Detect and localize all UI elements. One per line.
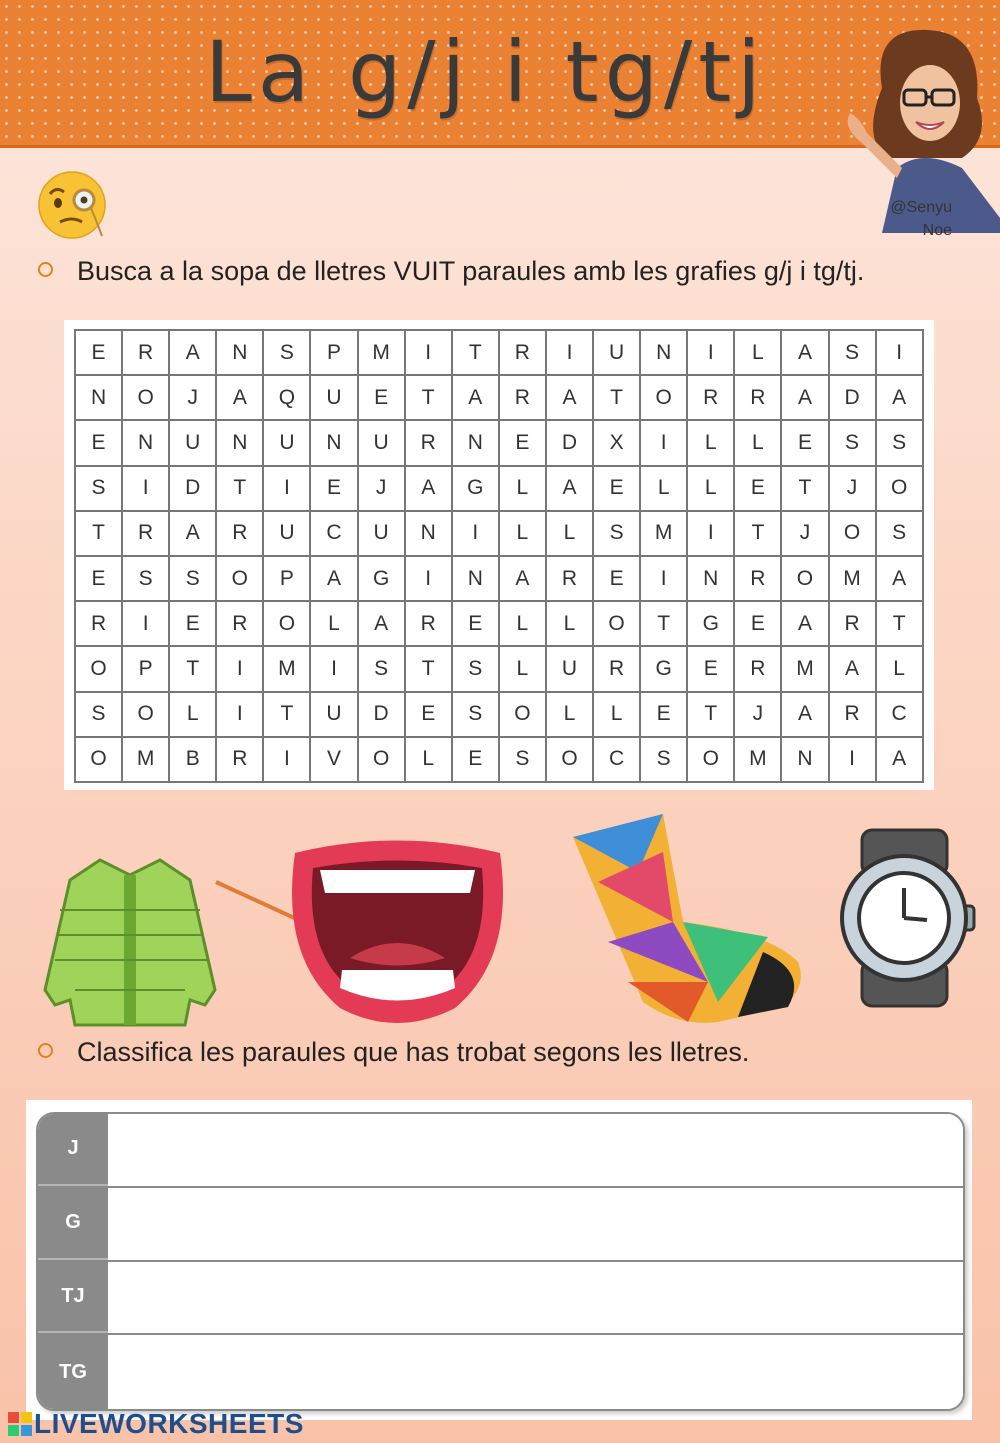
grid-cell[interactable]: L	[734, 420, 781, 465]
grid-cell[interactable]: G	[452, 466, 499, 511]
grid-cell[interactable]: L	[687, 466, 734, 511]
grid-cell[interactable]: I	[640, 556, 687, 601]
classification-row-j	[38, 1114, 963, 1188]
grid-cell[interactable]: R	[734, 646, 781, 691]
grid-cell[interactable]: J	[734, 692, 781, 737]
grid-cell[interactable]: A	[405, 466, 452, 511]
grid-cell[interactable]: M	[122, 737, 169, 782]
grid-cell[interactable]: S	[452, 646, 499, 691]
row-label-tg: TG	[38, 1335, 108, 1409]
search-instruction-text: Busca a la sopa de lletres VUIT paraules amb les grafies g/j i tg/tj.	[77, 256, 865, 286]
classification-row-tg	[38, 1335, 963, 1409]
grid-cell[interactable]: G	[640, 646, 687, 691]
grid-cell[interactable]: D	[546, 420, 593, 465]
grid-cell[interactable]: L	[546, 692, 593, 737]
grid-cell[interactable]: T	[169, 646, 216, 691]
grid-cell[interactable]: E	[781, 420, 828, 465]
grid-cell[interactable]: I	[405, 330, 452, 375]
grid-cell[interactable]: A	[169, 330, 216, 375]
grid-cell[interactable]: S	[640, 737, 687, 782]
grid-cell[interactable]: T	[405, 646, 452, 691]
grid-cell[interactable]: A	[546, 466, 593, 511]
grid-cell[interactable]: S	[452, 692, 499, 737]
grid-cell[interactable]: E	[593, 466, 640, 511]
grid-cell[interactable]: N	[122, 420, 169, 465]
grid-cell[interactable]: A	[781, 601, 828, 646]
grid-cell[interactable]: M	[781, 646, 828, 691]
grid-cell[interactable]: L	[499, 511, 546, 556]
grid-cell[interactable]: R	[829, 601, 876, 646]
grid-cell[interactable]: N	[452, 420, 499, 465]
grid-cell[interactable]: M	[640, 511, 687, 556]
row-label-j: J	[38, 1114, 108, 1186]
grid-cell[interactable]: P	[263, 556, 310, 601]
grid-cell[interactable]: A	[876, 556, 923, 601]
row-label-tj: TJ	[38, 1262, 108, 1334]
grid-cell[interactable]: E	[75, 330, 122, 375]
grid-cell[interactable]: I	[829, 737, 876, 782]
grid-cell[interactable]: T	[687, 692, 734, 737]
liveworksheets-logo	[8, 1408, 304, 1440]
grid-cell[interactable]: E	[452, 737, 499, 782]
grid-cell[interactable]: N	[781, 737, 828, 782]
grid-cell[interactable]: M	[263, 646, 310, 691]
grid-cell[interactable]: U	[169, 420, 216, 465]
grid-cell[interactable]: C	[876, 692, 923, 737]
answer-field-j[interactable]	[110, 1114, 963, 1186]
grid-cell[interactable]: A	[546, 375, 593, 420]
grid-cell[interactable]: S	[75, 466, 122, 511]
classification-table	[36, 1112, 965, 1411]
grid-cell[interactable]: R	[216, 737, 263, 782]
grid-cell[interactable]: O	[358, 737, 405, 782]
grid-cell[interactable]: A	[876, 737, 923, 782]
grid-cell[interactable]: C	[593, 737, 640, 782]
classify-instruction	[38, 1037, 749, 1068]
grid-cell[interactable]: S	[829, 420, 876, 465]
credit-line-2: Noe	[922, 222, 952, 239]
grid-cell[interactable]: T	[216, 466, 263, 511]
grid-cell[interactable]: S	[499, 737, 546, 782]
grid-cell[interactable]: N	[216, 330, 263, 375]
grid-cell[interactable]: S	[75, 692, 122, 737]
grid-cell[interactable]: C	[310, 511, 357, 556]
grid-cell[interactable]: A	[781, 330, 828, 375]
grid-cell[interactable]: E	[169, 601, 216, 646]
grid-cell[interactable]: S	[876, 511, 923, 556]
grid-cell[interactable]: T	[593, 375, 640, 420]
grid-cell[interactable]: E	[75, 556, 122, 601]
grid-cell[interactable]: I	[687, 511, 734, 556]
grid-cell[interactable]: O	[781, 556, 828, 601]
grid-cell[interactable]: N	[405, 511, 452, 556]
grid-cell[interactable]: L	[546, 511, 593, 556]
grid-cell[interactable]: A	[829, 646, 876, 691]
grid-cell[interactable]: N	[75, 375, 122, 420]
grid-cell[interactable]: O	[687, 737, 734, 782]
grid-cell[interactable]: A	[310, 556, 357, 601]
grid-cell[interactable]: I	[263, 466, 310, 511]
grid-cell[interactable]: R	[122, 330, 169, 375]
grid-cell[interactable]: O	[829, 511, 876, 556]
bullet-icon	[38, 1043, 53, 1058]
grid-cell[interactable]: N	[640, 330, 687, 375]
grid-cell[interactable]: M	[358, 330, 405, 375]
classification-panel	[26, 1100, 972, 1420]
grid-cell[interactable]: R	[734, 556, 781, 601]
grid-cell[interactable]: E	[452, 601, 499, 646]
grid-cell[interactable]: U	[593, 330, 640, 375]
grid-cell[interactable]: R	[216, 511, 263, 556]
grid-cell[interactable]: R	[499, 330, 546, 375]
grid-cell[interactable]: I	[405, 556, 452, 601]
grid-cell[interactable]: O	[122, 692, 169, 737]
grid-cell[interactable]: A	[169, 511, 216, 556]
thinking-monocle-emoji-icon	[36, 170, 110, 240]
grid-cell[interactable]: N	[216, 420, 263, 465]
grid-cell[interactable]: A	[876, 375, 923, 420]
grid-cell[interactable]: T	[640, 601, 687, 646]
grid-cell[interactable]: T	[452, 330, 499, 375]
row-label-g: G	[38, 1188, 108, 1260]
grid-cell[interactable]: U	[546, 646, 593, 691]
grid-cell[interactable]: O	[75, 646, 122, 691]
grid-cell[interactable]: X	[593, 420, 640, 465]
grid-cell[interactable]: L	[593, 692, 640, 737]
grid-cell[interactable]: A	[452, 375, 499, 420]
grid-cell[interactable]: O	[75, 737, 122, 782]
grid-cell[interactable]: J	[829, 466, 876, 511]
grid-row	[75, 556, 923, 601]
grid-cell[interactable]: P	[122, 646, 169, 691]
classify-instruction-text: Classifica les paraules que has trobat segons les lletres.	[77, 1037, 750, 1067]
grid-cell[interactable]: E	[405, 692, 452, 737]
author-credit	[870, 196, 952, 242]
grid-cell[interactable]: T	[405, 375, 452, 420]
search-instruction	[38, 256, 864, 287]
credit-line-1: @Senyu	[890, 199, 952, 216]
grid-cell[interactable]: D	[829, 375, 876, 420]
grid-cell[interactable]: T	[263, 692, 310, 737]
grid-cell[interactable]: R	[216, 601, 263, 646]
grid-cell[interactable]: A	[781, 692, 828, 737]
grid-cell[interactable]: R	[687, 375, 734, 420]
colorful-sock-image	[568, 812, 808, 1027]
grid-cell[interactable]: V	[310, 737, 357, 782]
grid-cell[interactable]: R	[734, 375, 781, 420]
grid-cell[interactable]: I	[310, 646, 357, 691]
grid-row	[75, 511, 923, 556]
grid-cell[interactable]: L	[499, 466, 546, 511]
grid-cell[interactable]: E	[687, 646, 734, 691]
grid-cell[interactable]: A	[781, 375, 828, 420]
grid-cell[interactable]: U	[310, 692, 357, 737]
grid-cell[interactable]: D	[358, 692, 405, 737]
grid-cell[interactable]: E	[734, 601, 781, 646]
grid-cell[interactable]: L	[499, 601, 546, 646]
grid-cell[interactable]: G	[358, 556, 405, 601]
word-search-panel	[64, 320, 934, 790]
grid-cell[interactable]: L	[687, 420, 734, 465]
grid-cell[interactable]: J	[781, 511, 828, 556]
grid-cell[interactable]: S	[263, 330, 310, 375]
grid-cell[interactable]: U	[358, 420, 405, 465]
grid-cell[interactable]: D	[169, 466, 216, 511]
grid-cell[interactable]: S	[876, 420, 923, 465]
grid-cell[interactable]: S	[169, 556, 216, 601]
classification-row-tj	[38, 1262, 963, 1336]
grid-cell[interactable]: R	[829, 692, 876, 737]
grid-cell[interactable]: B	[169, 737, 216, 782]
grid-cell[interactable]: S	[593, 511, 640, 556]
grid-cell[interactable]: O	[546, 737, 593, 782]
liveworksheets-logo-icon	[8, 1412, 32, 1436]
grid-cell[interactable]: I	[216, 692, 263, 737]
grid-cell[interactable]: G	[687, 601, 734, 646]
grid-cell[interactable]: J	[358, 466, 405, 511]
grid-cell[interactable]: E	[75, 420, 122, 465]
grid-cell[interactable]: T	[75, 511, 122, 556]
grid-cell[interactable]: I	[122, 601, 169, 646]
word-search-grid	[74, 329, 924, 783]
jacket-image	[40, 850, 220, 1030]
grid-cell[interactable]: I	[687, 330, 734, 375]
grid-cell[interactable]: A	[499, 556, 546, 601]
grid-cell[interactable]: S	[122, 556, 169, 601]
grid-cell[interactable]: O	[499, 692, 546, 737]
grid-cell[interactable]: E	[310, 466, 357, 511]
open-mouth-image	[285, 838, 510, 1028]
grid-cell[interactable]: N	[687, 556, 734, 601]
grid-row	[75, 601, 923, 646]
grid-cell[interactable]: T	[734, 511, 781, 556]
grid-cell[interactable]: L	[169, 692, 216, 737]
grid-cell[interactable]: M	[829, 556, 876, 601]
grid-cell[interactable]: I	[263, 737, 310, 782]
grid-cell[interactable]: I	[640, 420, 687, 465]
grid-cell[interactable]: R	[499, 375, 546, 420]
grid-row	[75, 330, 923, 375]
grid-row	[75, 692, 923, 737]
grid-cell[interactable]: O	[122, 375, 169, 420]
classification-row-g	[38, 1188, 963, 1262]
grid-cell[interactable]: E	[640, 692, 687, 737]
bullet-icon	[38, 262, 53, 277]
grid-cell[interactable]: E	[593, 556, 640, 601]
grid-cell[interactable]: U	[358, 511, 405, 556]
grid-cell[interactable]: E	[734, 466, 781, 511]
grid-cell[interactable]: I	[546, 330, 593, 375]
answer-field-tj[interactable]	[110, 1262, 963, 1334]
grid-cell[interactable]: L	[640, 466, 687, 511]
grid-cell[interactable]: R	[405, 601, 452, 646]
grid-cell[interactable]: A	[216, 375, 263, 420]
grid-cell[interactable]: R	[593, 646, 640, 691]
grid-cell[interactable]: E	[358, 375, 405, 420]
grid-cell[interactable]: U	[263, 420, 310, 465]
grid-cell[interactable]: E	[499, 420, 546, 465]
grid-cell[interactable]: I	[452, 511, 499, 556]
grid-cell[interactable]: R	[405, 420, 452, 465]
grid-cell[interactable]: U	[263, 511, 310, 556]
liveworksheets-brand-text: LIVEWORKSHEETS	[34, 1408, 304, 1439]
grid-cell[interactable]: U	[310, 375, 357, 420]
grid-cell[interactable]: L	[876, 646, 923, 691]
grid-cell[interactable]: O	[216, 556, 263, 601]
answer-field-g[interactable]	[110, 1188, 963, 1260]
grid-cell[interactable]: O	[263, 601, 310, 646]
grid-cell[interactable]: T	[876, 601, 923, 646]
watch-image	[832, 828, 977, 1008]
grid-cell[interactable]: R	[75, 601, 122, 646]
grid-cell[interactable]: I	[216, 646, 263, 691]
grid-row	[75, 420, 923, 465]
grid-cell[interactable]: T	[781, 466, 828, 511]
grid-cell[interactable]: L	[499, 646, 546, 691]
grid-cell[interactable]: I	[876, 330, 923, 375]
grid-cell[interactable]: N	[310, 420, 357, 465]
grid-cell[interactable]: L	[734, 330, 781, 375]
grid-cell[interactable]: I	[122, 466, 169, 511]
grid-cell[interactable]: O	[876, 466, 923, 511]
grid-row	[75, 375, 923, 420]
grid-cell[interactable]: L	[405, 737, 452, 782]
grid-row	[75, 737, 923, 782]
grid-cell[interactable]: N	[452, 556, 499, 601]
grid-cell[interactable]: P	[310, 330, 357, 375]
grid-cell[interactable]: M	[734, 737, 781, 782]
grid-cell[interactable]: L	[310, 601, 357, 646]
grid-cell[interactable]: S	[358, 646, 405, 691]
grid-cell[interactable]: Q	[263, 375, 310, 420]
grid-cell[interactable]: J	[169, 375, 216, 420]
grid-cell[interactable]: S	[829, 330, 876, 375]
grid-row	[75, 646, 923, 691]
grid-row	[75, 466, 923, 511]
answer-field-tg[interactable]	[110, 1335, 963, 1409]
grid-cell[interactable]: R	[546, 556, 593, 601]
grid-cell[interactable]: R	[122, 511, 169, 556]
grid-cell[interactable]: O	[640, 375, 687, 420]
page-title: La g/j i tg/tj	[205, 23, 767, 121]
grid-cell[interactable]: L	[546, 601, 593, 646]
grid-cell[interactable]: A	[358, 601, 405, 646]
grid-cell[interactable]: O	[593, 601, 640, 646]
